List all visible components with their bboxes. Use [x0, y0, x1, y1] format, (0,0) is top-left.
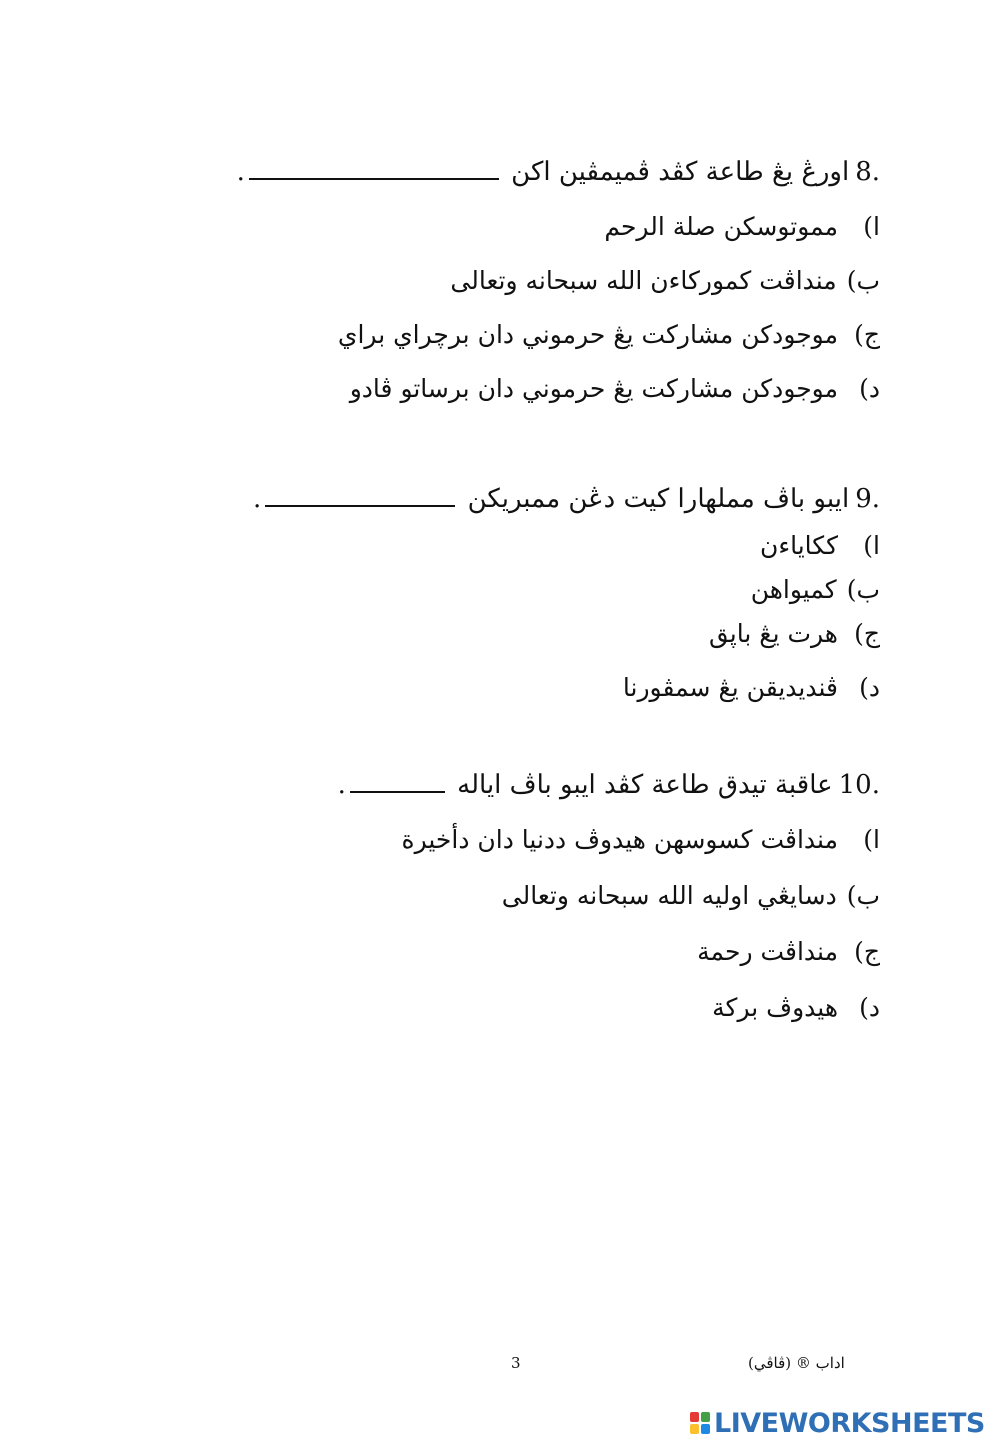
- question-8: [236, 155, 880, 405]
- answer-blank[interactable]: [350, 769, 445, 793]
- logo-cell-yellow: [690, 1424, 699, 1434]
- question-text: عاقبة تيدق طاعة كڤد ايبو باڤ اياله: [457, 770, 833, 800]
- option-c[interactable]: [240, 936, 880, 968]
- question-number: 8.: [855, 157, 880, 187]
- option-letter: د): [859, 993, 880, 1022]
- option-letter: ا): [863, 825, 880, 854]
- question-stem: [240, 482, 880, 516]
- option-text: منداڤت رحمة: [697, 937, 838, 966]
- footer-subject: اداب ® (ڤاڤي): [748, 1354, 845, 1372]
- option-text: دسايڠي اوليه الله سبحانه وتعالى: [501, 881, 837, 910]
- question-9: [240, 482, 880, 704]
- question-stem: [240, 768, 880, 802]
- logo-cell-red: [690, 1412, 699, 1422]
- options-list: [240, 211, 880, 405]
- option-text: كميواهن: [750, 575, 837, 604]
- option-letter: د): [859, 374, 880, 403]
- question-text: اورڠ يڠ طاعة كڤد ڤميمڤين اكن: [511, 157, 850, 187]
- options-list: [240, 530, 880, 704]
- option-letter: ب): [846, 266, 880, 295]
- option-letter: ا): [863, 531, 880, 560]
- option-text: ڤنديديقن يڠ سمڤورنا: [622, 673, 838, 702]
- option-letter: ا): [863, 212, 880, 241]
- liveworksheets-logo: [690, 1408, 985, 1438]
- option-text: هرت يڠ باڽق: [708, 619, 838, 648]
- option-letter: ج): [854, 619, 880, 648]
- option-d[interactable]: [240, 373, 880, 405]
- option-letter: ب): [846, 575, 880, 604]
- end-mark: .: [236, 157, 245, 187]
- question-number: 10.: [838, 770, 880, 800]
- answer-blank[interactable]: [249, 156, 499, 180]
- brand-grid-icon: [690, 1412, 710, 1434]
- brand-text: LIVEWORKSHEETS: [714, 1407, 985, 1439]
- option-a[interactable]: [240, 211, 880, 243]
- answer-blank[interactable]: [265, 483, 455, 507]
- page-number: 3: [511, 1354, 521, 1372]
- option-letter: د): [859, 673, 880, 702]
- option-letter: ج): [854, 937, 880, 966]
- option-text: منداڤت كسوسهن هيدوڤ ددنيا دان دأخيرة: [401, 825, 838, 854]
- question-number: 9.: [855, 484, 880, 514]
- logo-cell-blue: [701, 1424, 710, 1434]
- question-text: ايبو باڤ مملهارا كيت دڠن ممبريكن: [467, 484, 850, 514]
- option-text: هيدوڤ بركة: [712, 993, 838, 1022]
- question-10: [240, 768, 880, 1024]
- option-text: موجودكن مشاركت يڠ حرموني دان برساتو ڤادو: [349, 374, 838, 403]
- logo-cell-green: [701, 1412, 710, 1422]
- option-c[interactable]: [240, 319, 880, 351]
- option-b[interactable]: [240, 574, 880, 606]
- option-a[interactable]: [240, 824, 880, 856]
- option-a[interactable]: [240, 530, 880, 562]
- options-list: [240, 824, 880, 1024]
- option-text: مموتوسكن صلة الرحم: [604, 212, 838, 241]
- end-mark: .: [253, 484, 262, 514]
- option-text: منداڤت كمورکاءن الله سبحانه وتعالى: [450, 266, 837, 295]
- option-d[interactable]: [240, 992, 880, 1024]
- question-stem: [236, 155, 880, 189]
- option-d[interactable]: [240, 672, 880, 704]
- option-b[interactable]: [240, 880, 880, 912]
- option-c[interactable]: [240, 618, 880, 650]
- option-text: ككاياءن: [759, 531, 838, 560]
- option-letter: ب): [846, 881, 880, 910]
- option-letter: ج): [854, 320, 880, 349]
- option-text: موجودكن مشاركت يڠ حرموني دان برچراي براي: [337, 320, 838, 349]
- option-b[interactable]: [240, 265, 880, 297]
- end-mark: .: [337, 770, 346, 800]
